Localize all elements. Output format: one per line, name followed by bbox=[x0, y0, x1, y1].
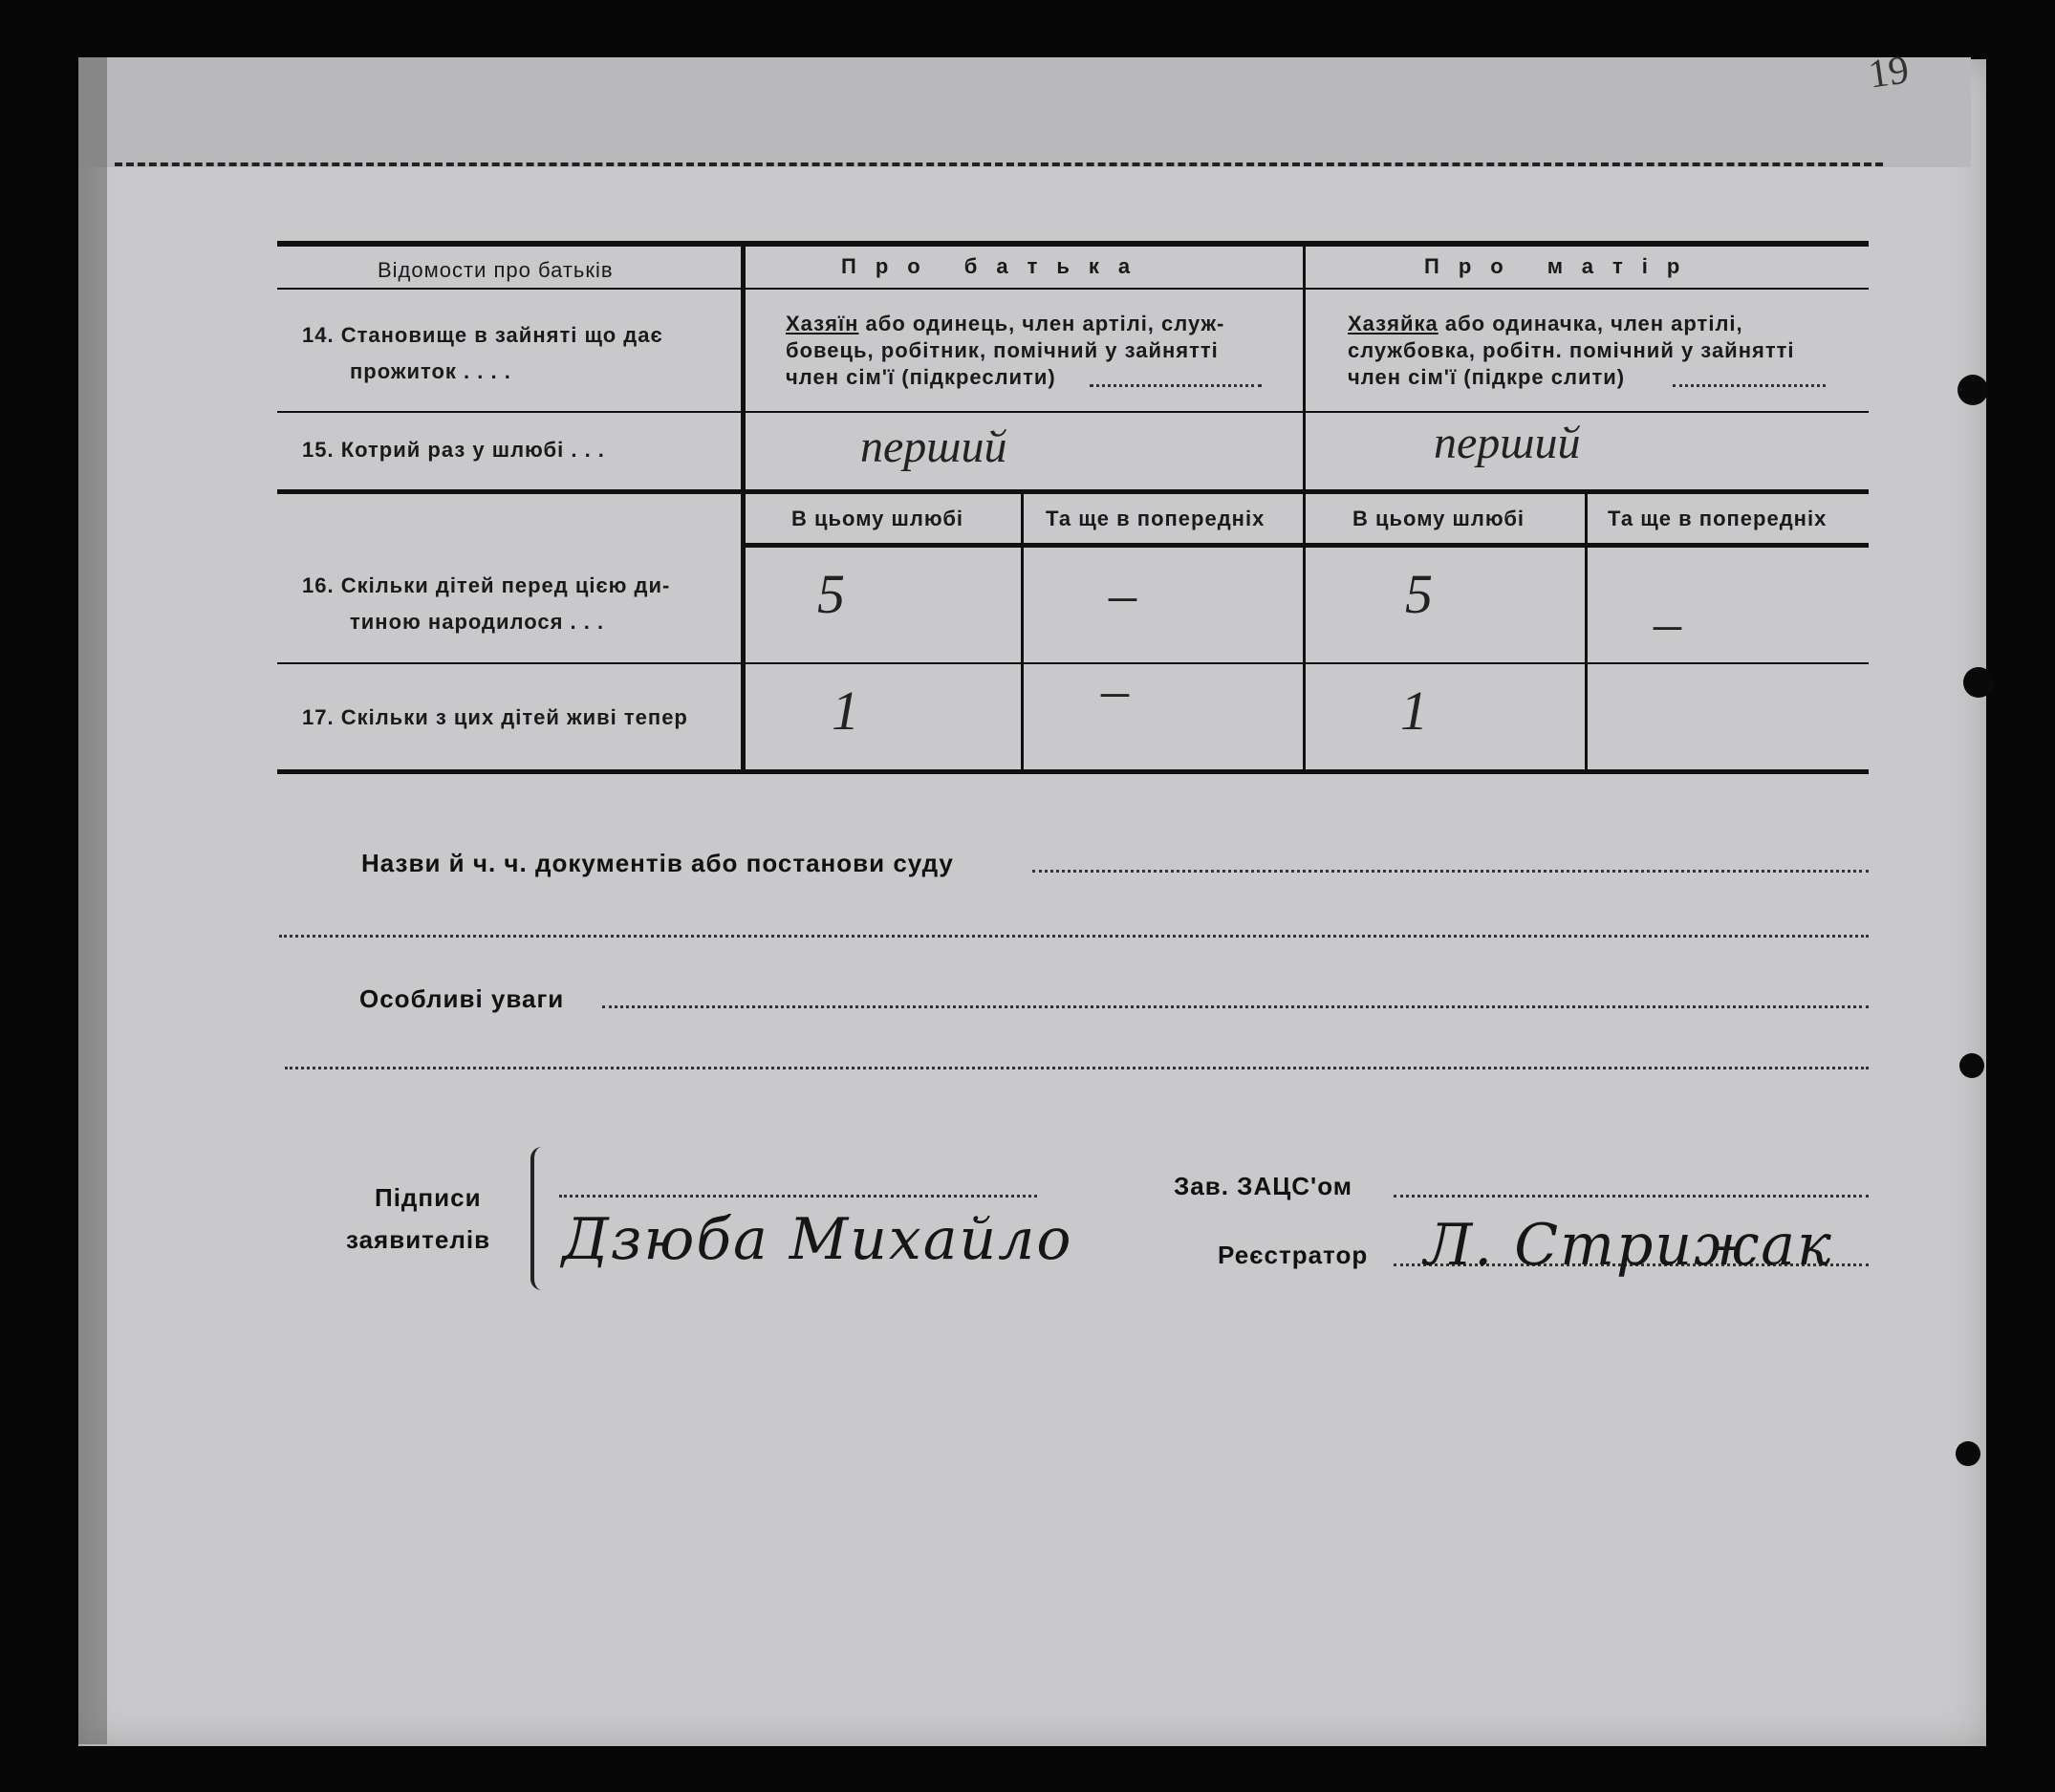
subheader-mother-this-marriage: В цьому шлюбі bbox=[1352, 507, 1525, 530]
row16-mother-prev: – bbox=[1654, 592, 1681, 654]
binder-hole bbox=[1958, 375, 1988, 405]
applicant-signature: Дзюба Михайло bbox=[562, 1206, 1073, 1273]
applicant-signature-line-1 bbox=[559, 1195, 1037, 1198]
applicants-signatures-label-line1: Підписи bbox=[375, 1183, 482, 1212]
registrar-label: Реєстратор bbox=[1218, 1241, 1369, 1269]
row16-father-prev: – bbox=[1109, 563, 1136, 625]
documents-fill-line-2 bbox=[279, 935, 1869, 938]
applicants-brace bbox=[530, 1147, 552, 1290]
binder-hole bbox=[1956, 1441, 1980, 1466]
row14-father-fill-line bbox=[1090, 384, 1262, 387]
row15-mother-value: перший bbox=[1434, 418, 1581, 468]
subheader-father-this-marriage: В цьому шлюбі bbox=[791, 507, 964, 530]
head-signature-line bbox=[1394, 1195, 1869, 1198]
header-mother: Про матір bbox=[1424, 254, 1699, 278]
row15-label: 15. Котрий раз у шлюбі . . . bbox=[302, 438, 605, 462]
perforation-line bbox=[115, 162, 1883, 166]
subheader-father-previous: Та ще в попередніх bbox=[1046, 507, 1265, 530]
row14-mother-fill-line bbox=[1673, 384, 1826, 387]
row14-label-line2: прожиток . . . . bbox=[350, 359, 511, 383]
sheet-left-edge bbox=[78, 57, 107, 1744]
binder-hole bbox=[1963, 667, 1994, 698]
remarks-fill-line-2 bbox=[285, 1067, 1869, 1069]
row14-mother-line2: службовка, робітн. помічний у зайнятті bbox=[1348, 338, 1795, 362]
applicants-signatures-label-line2: заявителів bbox=[346, 1225, 491, 1254]
row17-label: 17. Скільки з цих дітей живі тепер bbox=[302, 705, 688, 729]
row17-father-this: 1 bbox=[832, 680, 859, 742]
mother-occupation-options: або одиначка, член артілі, bbox=[1438, 312, 1743, 335]
father-occupation-owner-underlined: Хазяїн bbox=[786, 312, 859, 335]
documents-fill-line bbox=[1032, 870, 1869, 873]
head-of-registry-label: Зав. ЗАЦС'ом bbox=[1174, 1172, 1352, 1200]
row16-label-line1: 16. Скільки дітей перед цією ди- bbox=[302, 573, 671, 597]
row16-father-this: 5 bbox=[817, 563, 845, 625]
parents-info-table bbox=[277, 237, 1869, 772]
remarks-fill-line bbox=[602, 1005, 1869, 1008]
row17-mother-this: 1 bbox=[1400, 680, 1428, 742]
mother-occupation-owner-underlined: Хазяйка bbox=[1348, 312, 1438, 335]
row14-mother-line1 bbox=[1348, 312, 1743, 336]
remarks-label: Особливі уваги bbox=[359, 984, 565, 1013]
row14-father-line1 bbox=[786, 312, 1224, 336]
subheader-mother-previous: Та ще в попередніх bbox=[1608, 507, 1828, 530]
registrar-signature: Л. Стрижак bbox=[1424, 1212, 1833, 1279]
documents-label: Назви й ч. ч. документів або постанови суду bbox=[361, 849, 954, 877]
header-parents-info: Відомости про батьків bbox=[378, 258, 614, 282]
row16-label-line2: тиною народилося . . . bbox=[350, 610, 605, 634]
sheet-number: 19 bbox=[1866, 48, 1912, 97]
row15-father-value: перший bbox=[860, 421, 1007, 472]
sheet-top-fold bbox=[78, 57, 1971, 167]
row14-father-line3: член сім'ї (підкреслити) bbox=[786, 365, 1056, 389]
row14-mother-line3: член сім'ї (підкре слити) bbox=[1348, 365, 1626, 389]
row14-father-line2: бовець, робітник, помічний у зайнятті bbox=[786, 338, 1219, 362]
row16-mother-this: 5 bbox=[1405, 563, 1433, 625]
father-occupation-options: або одинець, член артілі, служ- bbox=[858, 312, 1225, 335]
binder-hole bbox=[1959, 1053, 1984, 1078]
header-father: Про батька bbox=[841, 254, 1150, 278]
row14-label-line1: 14. Становище в зайняті що дає bbox=[302, 323, 663, 347]
row17-father-prev: – bbox=[1101, 659, 1129, 721]
